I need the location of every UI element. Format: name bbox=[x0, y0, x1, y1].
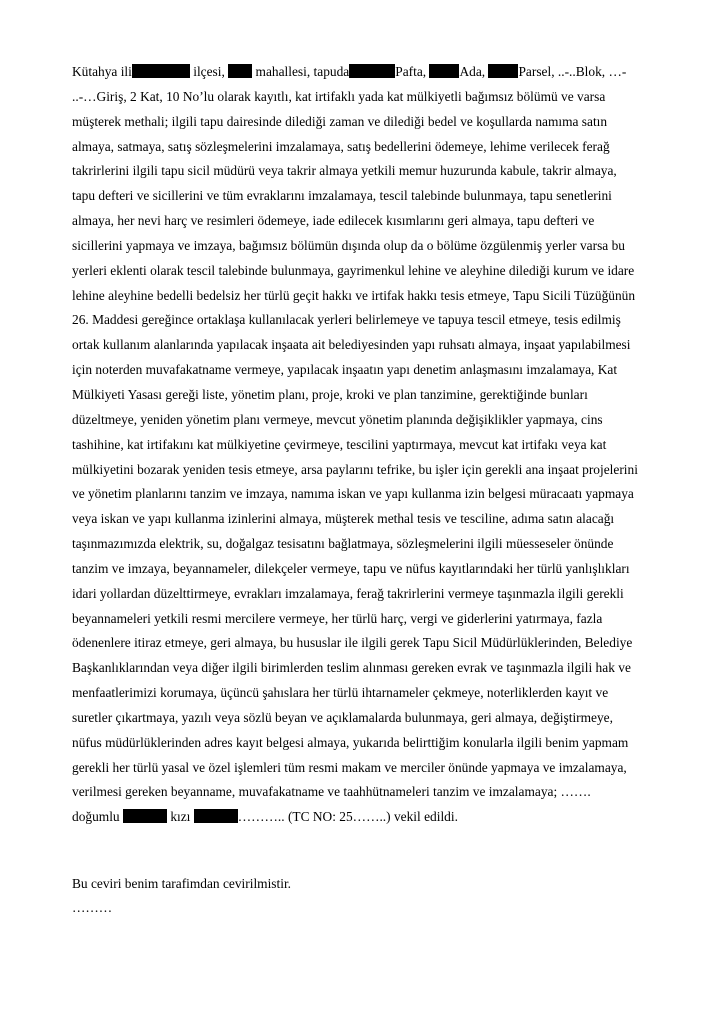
redaction-bar bbox=[228, 64, 252, 78]
text-line bbox=[72, 681, 672, 706]
text-line bbox=[72, 408, 672, 433]
text-line bbox=[72, 433, 672, 458]
text-line bbox=[72, 731, 672, 756]
text-segment: ortak kullanım alanlarında yapılacak inşaata ait belediyesinden yapı ruhsatı almaya, inşaat yapılabilmesi bbox=[72, 337, 631, 353]
text-segment: ..-…Giriş, 2 Kat, 10 No’lu olarak kayıtlı, kat irtifaklı yada kat mülkiyetli bağımsız bölümü ve varsa bbox=[72, 88, 606, 104]
text-line bbox=[72, 383, 672, 408]
redaction-bar bbox=[123, 809, 167, 823]
text-line bbox=[72, 110, 672, 135]
power-of-attorney-body bbox=[72, 60, 672, 830]
text-line bbox=[72, 60, 672, 85]
redaction-bar bbox=[488, 64, 518, 78]
text-segment: almaya, her nevi harç ve resimleri ödemeye, iade edilecek kısımlarını geri almaya, tapu defteri ve bbox=[72, 213, 595, 229]
text-line bbox=[72, 607, 672, 632]
text-line bbox=[72, 756, 672, 781]
text-line bbox=[72, 358, 672, 383]
text-segment: müşterek methali; ilgili tapu dairesinde dilediği zaman ve dilediği bedel ve koşullarda namıma satın bbox=[72, 113, 608, 129]
text-line bbox=[72, 184, 672, 209]
text-segment: mahallesi, tapuda bbox=[252, 64, 350, 79]
text-segment: menfaatlerimizi korumaya, üçüncü şahıslara her türlü ihtarnameler çekmeye, noterliklerden kayıt ve bbox=[72, 685, 609, 701]
text-segment: taşınmazımızda elektrik, su, doğalgaz tesisatını bağlatmaya, sözleşmelerini ilgili müesseseler önünde bbox=[72, 536, 614, 552]
text-segment: düzeltmeye, yeniden yönetim planı vermeye, mevcut yönetim planında değişiklikler yapmaya, cins bbox=[72, 411, 603, 427]
redaction-bar bbox=[349, 64, 395, 78]
text-line bbox=[72, 557, 672, 582]
text-line bbox=[72, 333, 672, 358]
text-line bbox=[72, 805, 672, 830]
translation-statement: Bu ceviri benim tarafimdan cevirilmistir. bbox=[72, 876, 292, 891]
text-line bbox=[72, 284, 672, 309]
text-line bbox=[72, 259, 672, 284]
text-segment: almaya, satmaya, satış sözleşmelerini imzalamaya, satış bedellerini ödemeye, lehime verilecek ferağ bbox=[72, 138, 610, 154]
text-line bbox=[72, 234, 672, 259]
signature-placeholder: ……… bbox=[72, 900, 113, 915]
text-segment: verilmesi gereken beyanname, muvafakatname ve taahhütnameleri tanzim ve imzalamaya; ……. bbox=[72, 784, 591, 800]
redaction-bar bbox=[132, 64, 190, 78]
text-segment: yerleri eklenti olarak tescil talebinde bulunmaya, gayrimenkul lehine ve aleyhine dilediği kurum ve idare bbox=[72, 262, 635, 278]
text-segment: suretler çıkartmaya, yazılı veya sözlü beyan ve açıklamalarda bulunmaya, geri almaya, değiştirmeye, bbox=[72, 709, 613, 725]
text-segment: Ada, bbox=[459, 64, 489, 79]
text-segment: Kütahya ili bbox=[72, 64, 132, 79]
text-line bbox=[72, 308, 672, 333]
redaction-bar bbox=[194, 809, 238, 823]
text-segment: 26. Maddesi gereğince ortaklaşa kullanılacak yerleri belirlemeye ve tapuya tescil etmeye, tesis edilmiş bbox=[72, 312, 621, 328]
text-segment: ödenenlere itiraz etmeye, geri almaya, bu hususlar ile ilgili gerek Tapu Sicil Müdürlüklerinden, Belediye bbox=[72, 635, 633, 651]
text-line bbox=[72, 507, 672, 532]
text-segment: Başkanlıklarından veya diğer ilgili birimlerden teslim alınması gereken evrak ve taşınmazla ilgili hak ve bbox=[72, 660, 631, 676]
text-segment: beyannameleri yetkili resmi mercilere vermeye, her türlü harç, vergi ve giderlerini yatırmaya, fazla bbox=[72, 610, 603, 626]
redaction-bar bbox=[429, 64, 459, 78]
text-segment: tashihine, kat irtifakını kat mülkiyetine çevirmeye, tescilini yaptırmaya, mevcut kat irtifakı veya kat bbox=[72, 436, 607, 452]
text-segment: Pafta, bbox=[395, 64, 430, 79]
text-segment: tapu defteri ve sicillerini ve tüm evraklarını imzalamaya, tescil talebinde bulunmaya, tapu senetlerini bbox=[72, 188, 612, 204]
text-segment: gerekli her türlü yasal ve özel işlemleri tüm resmi makam ve merciler önünde yapmaya ve imzalamaya, bbox=[72, 759, 627, 775]
text-segment: doğumlu bbox=[72, 809, 123, 825]
text-segment: takrirlerini ilgili tapu sicil müdürü veya takrir almaya yetkili memur huzurunda kabule, takrir almaya, bbox=[72, 163, 617, 179]
text-line bbox=[72, 631, 672, 656]
text-line bbox=[72, 482, 672, 507]
text-segment: Parsel, ..-..Blok, …- bbox=[518, 64, 627, 79]
text-line bbox=[72, 582, 672, 607]
text-line bbox=[72, 780, 672, 805]
text-segment: Mülkiyeti Yasası gereği liste, yönetim planı, proje, kroki ve plan tanzimine, gerektiğinde bunları bbox=[72, 386, 588, 402]
text-segment: veya iskan ve yapı kullanma izinlerini almaya, müşterek methal tesis ve tesciline, adıma satın alacağı bbox=[72, 511, 615, 527]
text-line bbox=[72, 656, 672, 681]
text-line bbox=[72, 135, 672, 160]
text-segment: için noterden muvafakatname vermeye, yapılacak inşaatın yapı denetim anlaşmasını imzalamaya, Kat bbox=[72, 362, 618, 378]
text-segment: lehine aleyhine bedelli bedelsiz her türlü geçit hakkı ve irtifak hakkı tesis etmeye, Tapu Sicili Tüzüğünün bbox=[72, 287, 636, 303]
text-line bbox=[72, 532, 672, 557]
text-segment: sicillerini yapmaya ve imzaya, bağımsız bölümün dışında olup da o bölüme özgülenmiş yerler varsa bu bbox=[72, 237, 625, 253]
text-segment: ve yönetim planlarını tanzim ve imzaya, namıma iskan ve yapı kullanma izin belgesi müracaatı yapmaya bbox=[72, 486, 634, 502]
text-line bbox=[72, 209, 672, 234]
text-line bbox=[72, 458, 672, 483]
text-line bbox=[72, 706, 672, 731]
text-segment: mülkiyetini bozarak yeniden tesis etmeye, arsa paylarını tefrike, bu işler için gerekli ana inşaat projelerini bbox=[72, 461, 638, 477]
text-segment: ……….. (TC NO: 25……..) vekil edildi. bbox=[237, 809, 458, 825]
text-line bbox=[72, 159, 672, 184]
translator-note bbox=[72, 872, 291, 920]
text-segment: ilçesi, bbox=[189, 64, 229, 79]
text-segment: kızı bbox=[166, 809, 194, 825]
text-line bbox=[72, 85, 672, 110]
text-segment: idari yollardan düzelttirmeye, evrakları imzalamaya, ferağ takrirlerini vermeye taşınmazla ilgili gerekli bbox=[72, 585, 624, 601]
text-segment: nüfus müdürlüklerinden adres kayıt belgesi almaya, yukarıda belirttiğim konularla ilgili benim yapmam bbox=[72, 734, 629, 750]
text-segment: tanzim ve imzaya, beyannameler, dilekçeler vermeye, tapu ve nüfus kayıtlarındaki her türlü yanlışlıkları bbox=[72, 560, 630, 576]
